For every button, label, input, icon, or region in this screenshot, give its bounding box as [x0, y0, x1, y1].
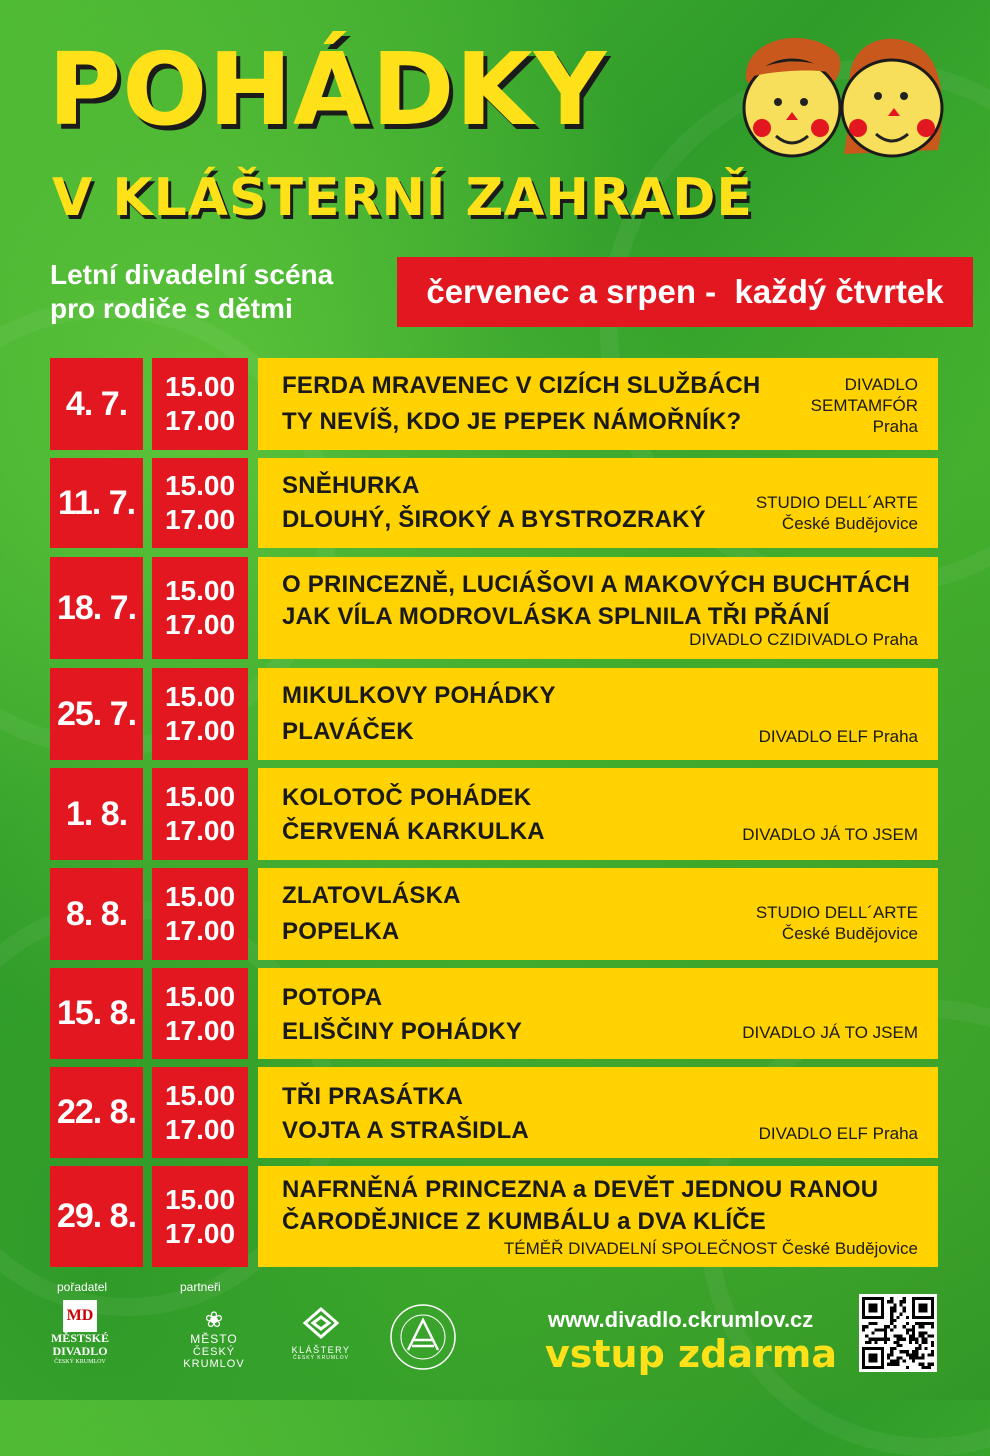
performance-time: 17.00 — [164, 915, 236, 946]
schedule-row — [50, 358, 940, 450]
company-line: Praha — [872, 417, 918, 436]
company-line: České Budějovice — [781, 924, 918, 943]
logo-text: ČESKÝ KRUMLOV — [183, 1346, 245, 1370]
company-line: STUDIO DELL´ARTE — [755, 903, 918, 922]
show-title: PLAVÁČEK — [282, 718, 414, 745]
performance-times — [152, 557, 248, 659]
theatre-company — [756, 902, 918, 944]
performance-time: 15.00 — [164, 470, 236, 501]
performance-times — [152, 1166, 248, 1267]
show-info — [258, 458, 938, 548]
schedule-row — [50, 668, 940, 760]
show-title: DLOUHÝ, ŠIROKÝ A BYSTROZRAKÝ — [282, 506, 706, 533]
md-logo-mark: MD — [63, 1300, 97, 1332]
show-info — [258, 1166, 938, 1267]
school-seal-icon — [388, 1302, 458, 1372]
mestske-divadlo-logo — [36, 1300, 124, 1366]
logo-text: KLÁŠTERY — [291, 1345, 351, 1355]
performance-times — [152, 358, 248, 450]
company-line: DIVADLO JÁ TO JSEM — [742, 825, 918, 844]
schedule-row — [50, 868, 940, 960]
logo-text: ČESKÝ KRUMLOV — [292, 1355, 350, 1361]
schedule-row — [50, 1067, 940, 1158]
poster-title: POHÁDKY — [48, 31, 608, 148]
show-title: MIKULKOVY POHÁDKY — [282, 682, 556, 709]
performance-date: 1. 8. — [50, 768, 143, 860]
company-line: SEMTAMFÓR — [810, 396, 918, 415]
website-link[interactable]: www.divadlo.ckrumlov.cz — [548, 1307, 814, 1332]
performance-time: 15.00 — [164, 881, 236, 912]
performance-time: 17.00 — [164, 1113, 236, 1145]
performance-date: 18. 7. — [50, 557, 143, 659]
theatre-company — [689, 629, 918, 650]
qr-code-icon[interactable] — [859, 1294, 937, 1372]
show-title: TŘI PRASÁTKA — [282, 1083, 464, 1110]
show-title: ZLATOVLÁSKA — [282, 882, 461, 909]
performance-time: 15.00 — [164, 575, 236, 606]
performance-date: 4. 7. — [50, 358, 143, 450]
schedule-row — [50, 557, 940, 659]
show-title: O PRINCEZNĚ, LUCIÁŠOVI A MAKOVÝCH BUCHTÁCH — [282, 571, 910, 598]
rose-icon: ❀ — [204, 1307, 224, 1332]
company-line: DIVADLO JÁ TO JSEM — [742, 1023, 918, 1042]
performance-time: 15.00 — [164, 1183, 236, 1215]
company-line: České Budějovice — [781, 514, 918, 533]
event-description — [50, 258, 390, 326]
show-info — [258, 868, 938, 960]
performance-times — [152, 458, 248, 548]
show-title: NAFRNĚNÁ PRINCEZNA a DEVĚT JEDNOU RANOU — [282, 1176, 879, 1203]
description-line-1: Letní divadelní scéna — [50, 259, 334, 290]
logo-text: MĚSTO — [190, 1332, 238, 1346]
company-line: STUDIO DELL´ARTE — [755, 493, 918, 512]
performance-time: 17.00 — [164, 1217, 236, 1249]
theatre-company — [742, 1022, 918, 1043]
performance-time: 17.00 — [164, 504, 236, 535]
show-title: KOLOTOČ POHÁDEK — [282, 784, 532, 811]
performance-date: 8. 8. — [50, 868, 143, 960]
organizer-label: pořadatel — [57, 1280, 108, 1294]
performance-date: 22. 8. — [50, 1067, 143, 1158]
logo-text: MĚSTSKÉ — [50, 1331, 110, 1345]
partners-label: partneři — [180, 1280, 221, 1294]
klastery-logo — [284, 1306, 358, 1361]
theatre-company — [756, 492, 918, 534]
performance-time: 15.00 — [164, 781, 236, 812]
show-title: TY NEVÍŠ, KDO JE PEPEK NÁMOŘNÍK? — [282, 408, 742, 435]
performance-times — [152, 668, 248, 760]
logo-text: ČESKÝ KRUMLOV — [54, 1359, 106, 1365]
performance-time: 17.00 — [164, 715, 236, 746]
company-line: DIVADLO ELF Praha — [758, 727, 918, 746]
performance-date: 15. 8. — [50, 968, 143, 1059]
company-line: TÉMĚŘ DIVADELNÍ SPOLEČNOST České Budějovice — [503, 1239, 918, 1258]
schedule-row — [50, 768, 940, 860]
company-line: DIVADLO — [844, 375, 918, 394]
children-faces-illustration — [732, 30, 954, 158]
show-info — [258, 768, 938, 860]
performance-time: 17.00 — [164, 1014, 236, 1046]
theatre-company — [759, 726, 918, 747]
theatre-company — [811, 374, 918, 437]
free-entry-text: vstup zdarma — [545, 1332, 837, 1376]
performance-time: 15.00 — [164, 371, 236, 402]
show-info — [258, 557, 938, 659]
show-title: SNĚHURKA — [282, 472, 420, 499]
show-title: ČERVENÁ KARKULKA — [282, 818, 545, 845]
performance-time: 15.00 — [164, 1079, 236, 1111]
performance-time: 17.00 — [164, 815, 236, 846]
schedule-row — [50, 458, 940, 548]
klastery-mark-icon — [302, 1306, 340, 1340]
performance-times — [152, 968, 248, 1059]
mesto-cesky-krumlov-logo — [168, 1308, 260, 1370]
show-info — [258, 968, 938, 1059]
description-line-2: pro rodiče s dětmi — [50, 293, 293, 324]
season-banner: červenec a srpen - každý čtvrtek — [397, 257, 973, 327]
schedule-row — [50, 968, 940, 1059]
theatre-company — [504, 1238, 918, 1259]
performance-date: 11. 7. — [50, 458, 143, 548]
performance-times — [152, 1067, 248, 1158]
theatre-company — [759, 1123, 918, 1144]
show-info — [258, 358, 938, 450]
company-line: DIVADLO ELF Praha — [758, 1124, 918, 1143]
show-title: POPELKA — [282, 918, 400, 945]
performance-date: 29. 8. — [50, 1166, 143, 1267]
performance-date: 25. 7. — [50, 668, 143, 760]
performance-time: 15.00 — [164, 980, 236, 1012]
performance-times — [152, 868, 248, 960]
show-title: VOJTA A STRAŠIDLA — [282, 1117, 529, 1144]
performance-time: 15.00 — [164, 681, 236, 712]
logo-text: DIVADLO — [52, 1344, 108, 1358]
show-title: POTOPA — [282, 984, 383, 1011]
company-line: DIVADLO CZIDIVADLO Praha — [689, 630, 918, 649]
poster-subtitle-title: V KLÁŠTERNÍ ZAHRADĚ — [52, 168, 753, 228]
performance-time: 17.00 — [164, 609, 236, 640]
performance-time: 17.00 — [164, 405, 236, 436]
schedule-row — [50, 1166, 940, 1267]
show-title: FERDA MRAVENEC V CIZÍCH SLUŽBÁCH — [282, 372, 761, 399]
show-info — [258, 1067, 938, 1158]
performance-times — [152, 768, 248, 860]
show-title: ELIŠČINY POHÁDKY — [282, 1018, 523, 1045]
show-title: ČARODĚJNICE Z KUMBÁLU a DVA KLÍČE — [282, 1208, 766, 1235]
show-info — [258, 668, 938, 760]
show-title: JAK VÍLA MODROVLÁSKA SPLNILA TŘI PŘÁNÍ — [282, 603, 830, 630]
theatre-company — [742, 824, 918, 845]
